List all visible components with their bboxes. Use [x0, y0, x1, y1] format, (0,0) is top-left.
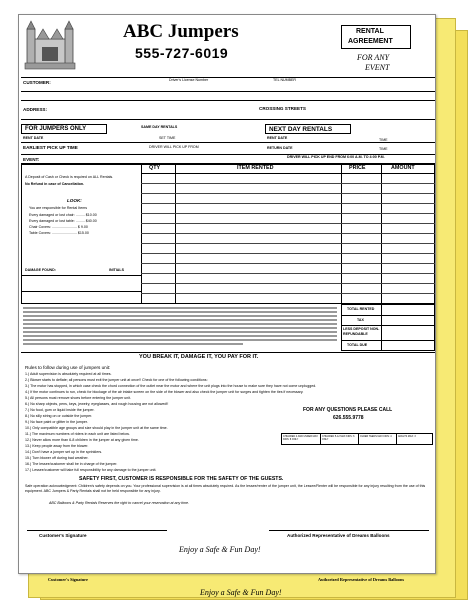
- item-row: [141, 233, 435, 234]
- amount-header: AMOUNT: [391, 165, 415, 171]
- company-phone: 555-727-6019: [135, 45, 229, 61]
- same-day-label: SAME DAY RENTALS: [141, 125, 178, 129]
- divider: [21, 91, 435, 92]
- rules-intro: Rules to follow during use of jumpers unit:: [25, 365, 111, 370]
- return-date-label: RETURN DATE: [267, 146, 293, 150]
- divider: [341, 315, 435, 316]
- total-rented-label: TOTAL RENTED: [347, 307, 375, 311]
- divider: [269, 530, 429, 531]
- rule-10: 10.) Only compatible age groups and size should play in the jumper unit at the same time.: [25, 426, 168, 430]
- yellow-slogan: Enjoy a Safe & Fun Day!: [200, 588, 282, 597]
- crossing-streets-label: CROSSING STREETS: [259, 106, 306, 111]
- qty-header: QTY: [149, 165, 161, 171]
- rule-7: 7.) No food, gum or liquid inside the jumper.: [25, 408, 95, 412]
- time-label: TIME: [379, 138, 388, 142]
- questions-panel: [279, 407, 435, 433]
- look-title: LOOK:: [67, 198, 82, 203]
- next-day-label: NEXT DAY RENTALS: [269, 126, 333, 133]
- form-subtitle-line2: EVENT: [365, 63, 390, 72]
- divider: [21, 291, 141, 292]
- divider: [21, 119, 435, 120]
- column-divider: [358, 434, 359, 444]
- rule-16: 16.) The lessee/customer shall be in charge of the jumper.: [25, 462, 118, 466]
- divider: [21, 100, 435, 101]
- rule-1: 1.) Adult supervision is absolutely required at all times.: [25, 372, 112, 376]
- column-divider: [396, 434, 397, 444]
- questions-phone: 626.555.9778: [333, 415, 364, 421]
- next-day-box: [265, 124, 351, 134]
- customer-label: CUSTOMER:: [23, 80, 51, 85]
- item-row: [141, 183, 435, 184]
- form-title-line2: AGREEMENT: [348, 38, 393, 45]
- item-row: [141, 203, 435, 204]
- driver-pickup-next-note: DRIVER WILL PICK UP END FROM 6:00 A.M. TO 4:00 P.M.: [287, 155, 385, 159]
- safety-title: SAFETY FIRST, CUSTOMER IS RESPONSIBLE FOR THE SAFETY OF THE GUESTS.: [79, 476, 284, 482]
- rule-17: 17.) Lessee/customer will take full responsibility for any damage to the jumper unit.: [25, 468, 157, 472]
- form-title-line1: RENTAL: [356, 28, 384, 35]
- item-rented-header: ITEM RENTED: [237, 165, 274, 171]
- earliest-pickup-label: EARLIEST PICK UP TIME: [23, 145, 78, 150]
- rule-11: 11.) The maximum numbers of riders in each unit are listed below.: [25, 432, 130, 436]
- item-row: [141, 223, 435, 224]
- damage-found-label: DAMAGE FOUND:: [25, 268, 56, 272]
- age-group-teens: OLDER TEENS MAX KIDS: 4: [360, 435, 392, 438]
- rule-9: 9.) No face paint or glitter in the jumper.: [25, 420, 88, 424]
- jumpers-only-box: [21, 124, 107, 134]
- item-row: [141, 253, 435, 254]
- yellow-customer-signature: Customer's Signature: [48, 577, 88, 582]
- driver-pickup-note: DRIVER WILL PICK UP FROM: [149, 145, 199, 149]
- item-row: [141, 293, 435, 294]
- age-group-4-under: CHILDREN 4 AND UNDER MAX KIDS: 8 ONLY: [283, 435, 318, 441]
- company-name: ABC Jumpers: [123, 21, 239, 42]
- less-deposit-label: LESS DEPOSIT NON-REFUNDABLE: [343, 327, 380, 336]
- divider: [21, 77, 435, 78]
- form-subtitle-line1: FOR ANY: [357, 53, 390, 62]
- customer-signature-label: Customer's Signature: [39, 533, 87, 538]
- rule-14: 14.) Don't have a jumper set up in the sprinklers.: [25, 450, 103, 454]
- yellow-authorized-signature: Authorized Representative of Dreams Balloons: [318, 577, 405, 582]
- item-row: [141, 283, 435, 284]
- rule-4: 4.) If the motor continues to run, check for blockage of the air intake screen on the side of the blower and also check the jumper unit for surges and tighten the ties if necessary.: [25, 390, 304, 394]
- contract-fine-print: [23, 305, 337, 349]
- rental-agreement-sheet: [18, 14, 436, 574]
- rule-12: 12.) Never allow more than 6-8 children in the jumper at any given time.: [25, 438, 139, 442]
- jumpers-only-label: FOR JUMPERS ONLY: [25, 126, 87, 132]
- fee-chair-cover: Chair Covers: ......................... $ 9.00: [29, 225, 88, 229]
- fee-table: Every damaged or lost table: ......... $40.00: [29, 219, 97, 223]
- divider: [27, 530, 167, 531]
- return-time-label: TIME: [379, 147, 388, 151]
- price-header: PRICE: [349, 165, 366, 171]
- item-row: [141, 213, 435, 214]
- item-row: [141, 243, 435, 244]
- rule-6: 6.) No sharp objects, pens, keys, jewelry, eyeglasses, and rough housing are not allowed!!: [25, 402, 169, 406]
- contract-paragraph: [23, 305, 337, 349]
- rule-15: 15.) Turn blower off during bad weather.: [25, 456, 89, 460]
- rule-5: 5.) All persons must remove shoes before entering the jumper unit.: [25, 396, 132, 400]
- tel-label: TEL NUMBER: [273, 78, 297, 82]
- divider: [21, 142, 435, 143]
- form-title-box: [341, 25, 411, 49]
- slogan: Enjoy a Safe & Fun Day!: [179, 545, 261, 554]
- tax-label: TAX: [357, 318, 364, 322]
- party-rentals-note: ABC Balloons & Party Rentals Reserves the right to cancel your reservation at any time.: [49, 501, 190, 505]
- responsible-note: You are responsible for Rental Items: [29, 206, 87, 210]
- rule-3: 3.) The motor has stopped, in which case check the chord connection of the outlet near the motor and where the unit plugs into the house to make sure they have not come unplugged.: [25, 384, 317, 388]
- break-title: YOU BREAK IT, DAMAGE IT, YOU PAY FOR IT.: [139, 354, 259, 360]
- item-rows: [141, 173, 435, 304]
- rule-2: 2.) Blower starts to deflate; all persons must exit the jumper unit at once!! Check for one of the following conditions:: [25, 378, 208, 382]
- age-group-adults: ADULTS MAX: 3: [398, 435, 416, 438]
- next-rent-date-label: RENT DATE: [267, 136, 288, 140]
- divider: [21, 352, 435, 353]
- deposit-line2: No Refund in case of Cancellation.: [25, 182, 85, 186]
- column-divider: [320, 434, 321, 444]
- authorized-signature-label: Authorized Representative of Dreams Balloons: [287, 533, 390, 538]
- item-row: [141, 273, 435, 274]
- fee-chair: Every damaged or lost chair: ......... $10.00: [29, 213, 97, 217]
- item-row: [141, 263, 435, 264]
- fee-table-cover: Table Covers: ......................... $15.00: [29, 231, 89, 235]
- divider: [341, 340, 435, 341]
- divider: [21, 275, 141, 276]
- rule-8: 8.) No silly string on or outside the jumper.: [25, 414, 93, 418]
- item-row: [141, 193, 435, 194]
- bounce-house-logo: [23, 19, 77, 71]
- questions-label: FOR ANY QUESTIONS PLEASE CALL: [303, 407, 393, 413]
- address-label: ADDRESS:: [23, 107, 47, 112]
- safety-text: Safe operation acknowledgment: Children's safety depends on you. Your professional supervision is at all times absolutely required. As the lessee/renter of the jumper unit, the Lessee/Renter will be responsible for any injury resulting from the use of this equipment. ABC Jumpers & Party Rentals shall not be held responsible for any injury.: [25, 484, 426, 493]
- age-groups-table: [281, 433, 433, 445]
- deposit-line1: A Deposit of Cash or Check is required on ALL Rentals.: [25, 175, 114, 179]
- damage-initials-label: INITIALS: [109, 268, 124, 272]
- divider: [341, 325, 435, 326]
- rent-date-label: RENT DATE: [23, 136, 44, 140]
- license-label: Driver's License Number: [169, 78, 209, 82]
- set-time-label: SET TIME: [159, 136, 176, 140]
- rule-13: 13.) Keep people away from the blower.: [25, 444, 89, 448]
- total-due-label: TOTAL DUE: [347, 343, 368, 347]
- event-label: EVENT:: [23, 157, 40, 162]
- age-group-5-12: CHILDREN 5-12 MAX KIDS: 6 ONLY: [322, 435, 355, 441]
